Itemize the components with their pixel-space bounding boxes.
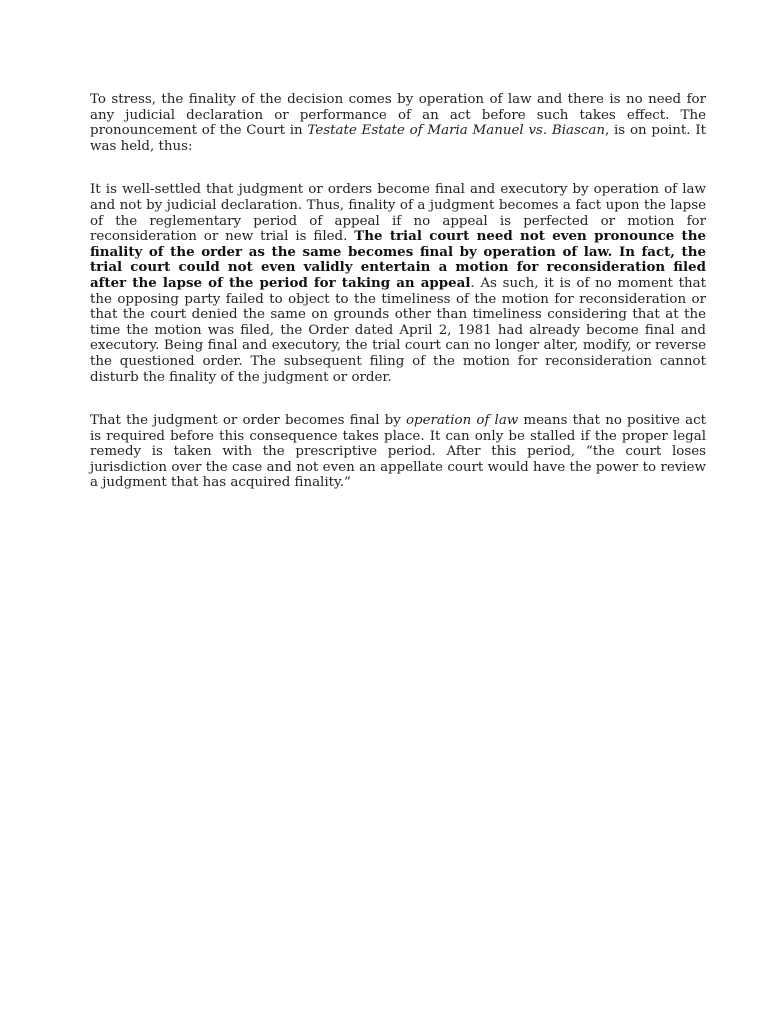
ruling-lead-text: It is well-settled that judgment or orders become final and executory by operation of law and not by judicial declaration. Thus, finality of a judgment becomes a fact upon the lapse of the reglementary period of appeal if no appeal is perfected or motion for reconsideration or new trial is filed. [90,182,706,245]
conclusion-tail-text: means that no positive act is required before this consequence takes place. It can only be stalled if the proper legal remedy is taken with the prescriptive period. After this period, “the court loses jurisdiction over the case and not even an appellate court would have the power to review a judgment that has acquired finality.” [90,413,706,491]
quoted-ruling-paragraph [90,182,706,385]
conclusion-paragraph [90,413,706,491]
ruling-tail-text: . As such, it is of no moment that the opposing party failed to object to the timeliness of the motion for reconsideration or that the court denied the same on grounds other than timeliness considering that at the time the motion was filed, the Order dated April 2, 1981 had already become final and executory. Being final and executory, the trial court can no longer alter, modify, or reverse the questioned order. The subsequent filing of the motion for reconsideration cannot disturb the finality of the judgment or order. [90,275,706,385]
operation-of-law-phrase: operation of law [405,413,519,429]
intro-lead-text: To stress, the finality of the decision comes by operation of law and there is no need for any judicial declaration or performance of an act before such takes effect. The pronouncement of the Court in [90,92,706,139]
ruling-emphasis-text: The trial court need not even pronounce the finality of the order as the same becomes final by operation of law. In fact, the trial court could not even validly entertain a motion for reconsideration filed after the lapse of the period for taking an appeal [90,228,706,291]
document-page [90,92,706,491]
intro-tail-text: , is on point. It was held, thus: [90,123,707,154]
case-title: Testate Estate of Maria Manuel vs. Biascan [307,123,605,139]
conclusion-lead-text: That the judgment or order becomes final by [90,413,406,429]
intro-paragraph [90,92,706,154]
paragraph-spacer [90,154,706,182]
paragraph-spacer [90,385,706,413]
